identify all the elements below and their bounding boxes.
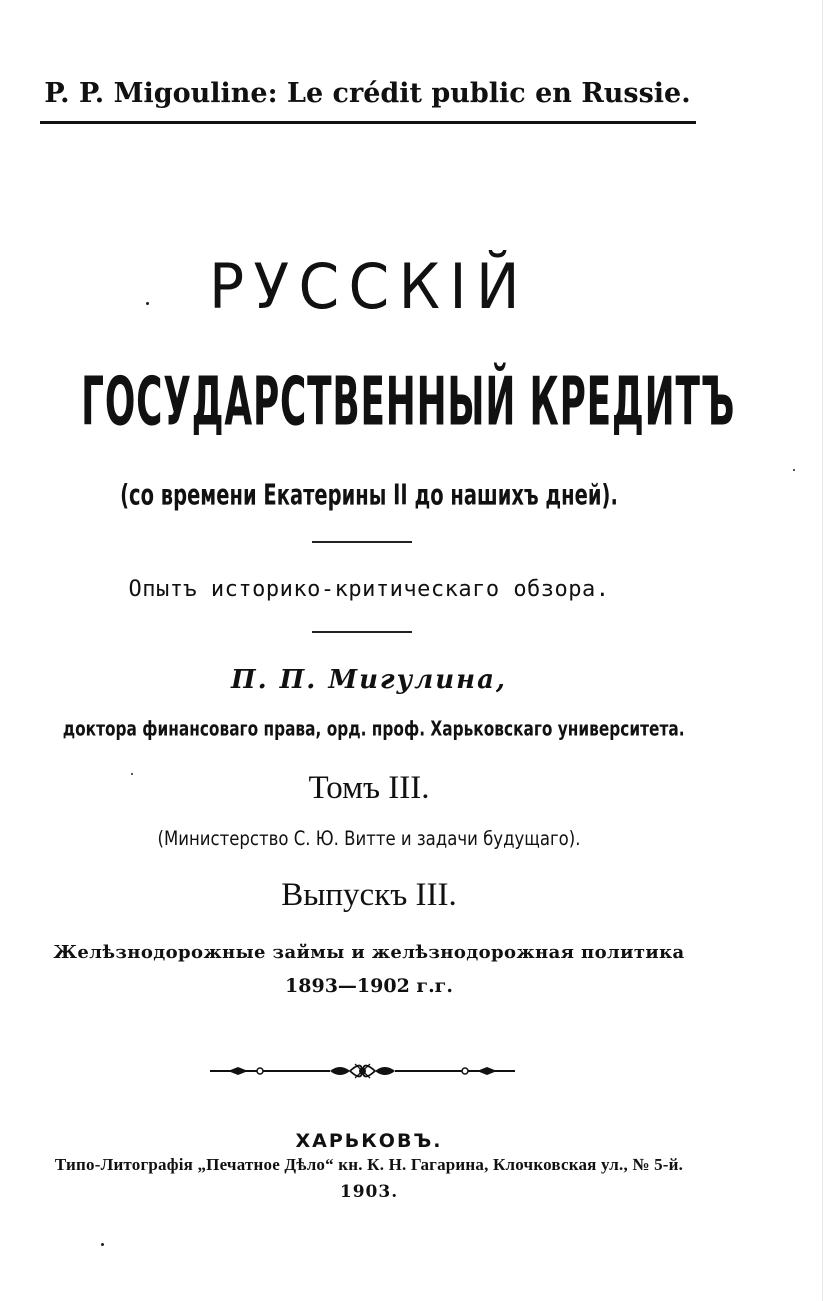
issue-label: Выпускъ III.: [281, 877, 457, 913]
page-edge: [822, 0, 823, 1301]
issue-years: 1893—1902 г.г.: [285, 975, 453, 997]
title-line-2: ГОСУДАРСТВЕННЫЙ КРЕДИТЪ: [81, 362, 736, 441]
print-speck: [146, 302, 149, 305]
header-rule: [40, 121, 696, 124]
print-speck: [131, 773, 133, 775]
title-line-1: РУССКІЙ: [208, 250, 530, 323]
divider-rule: [312, 631, 412, 633]
author-degree: доктора финансоваго права, орд. проф. Харьковскаго университета.: [62, 718, 685, 742]
divider-rule: [312, 541, 412, 543]
print-speck: [793, 469, 795, 471]
issue-title: Желѣзнодорожные займы и желѣзнодорожная политика: [53, 942, 685, 963]
imprint-printer: Типо-Литографія „Печатное Дѣло“ кн. К. Н. Гагарина, Клочковская ул., № 5-й.: [54, 1155, 684, 1174]
imprint-year: 1903.: [339, 1182, 399, 1202]
volume-subtitle: (Министерство С. Ю. Витте и задачи будущаго).: [157, 827, 581, 851]
running-header: P. P. Migouline: Le crédit public en Russie.: [44, 78, 691, 109]
imprint-city: ХАРЬКОВЪ.: [295, 1130, 443, 1152]
author-name: П. П. Мигулина,: [231, 665, 507, 695]
subtitle: (со времени Екатерины II до нашихъ дней).: [120, 478, 618, 512]
ornament-rule: [210, 1060, 515, 1082]
volume-label: Томъ III.: [308, 770, 430, 806]
print-speck: [101, 1243, 104, 1246]
essay-subtitle: Опытъ историко-критическаго обзора.: [128, 577, 610, 602]
